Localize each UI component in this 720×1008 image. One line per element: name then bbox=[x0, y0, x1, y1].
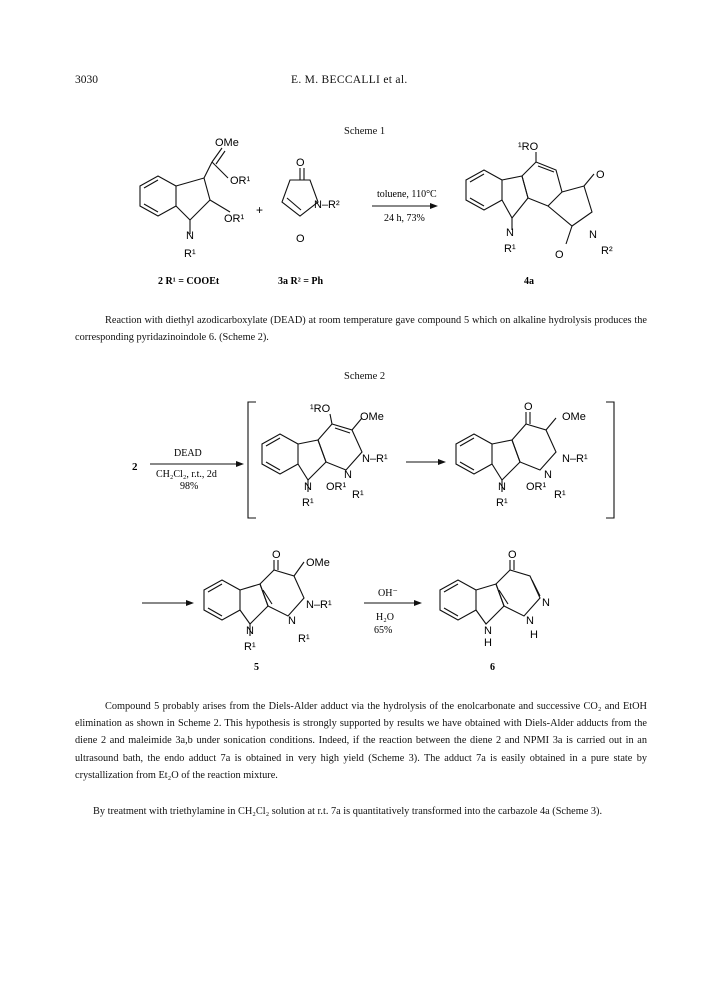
label-compound-3a: 3a R² = Ph bbox=[278, 276, 324, 287]
label-compound-5: 5 bbox=[254, 662, 259, 673]
intermediate-b-structure bbox=[456, 412, 556, 492]
scheme2-start-compound: 2 bbox=[132, 461, 138, 473]
atom-n-b: N bbox=[544, 469, 552, 481]
atom-or1-b: OR¹ bbox=[224, 213, 245, 225]
paragraph-1: Reaction with diethyl azodicarboxylate (DEAD) at room temperature gave compound 5 which on alkaline hydrolysis produces the corresponding pyridazinoindole 6. (Scheme 2). bbox=[75, 315, 647, 344]
atom-n-r1-5: N–R¹ bbox=[306, 599, 332, 611]
atom-n-6a: N bbox=[542, 597, 550, 609]
atom-or1-b: OR¹ bbox=[526, 481, 547, 493]
atom-o-5: O bbox=[272, 549, 281, 561]
paragraph-3: By treatment with triethylamine in CH₂Cl₂ solution at r.t. 7a is quantitatively transformed into the carbazole 4a (Scheme 3). bbox=[93, 806, 603, 817]
atom-ome-a: OMe bbox=[360, 411, 384, 423]
scheme2-reagent: DEAD bbox=[174, 448, 202, 459]
atom-r2-4a: R² bbox=[601, 245, 613, 257]
atom-r1-a2: R¹ bbox=[352, 489, 364, 501]
atom-r1-b: R¹ bbox=[496, 497, 508, 509]
atom-ome-5: OMe bbox=[306, 557, 330, 569]
paragraph-2: Compound 5 probably arises from the Diels-Alder adduct via the hydrolysis of the enolcarbonate and successive CO₂ and EtOH elimination as shown in Scheme 2. This hypothesis is strongly supported by results we have obtained with Diels-Alder adducts from the diene 2 and maleimide 3a,b under sonication conditions. Indeed, if the reaction between the diene 2 and NPMI 3a is carried out in an ultrasound bath, the endo adduct 7a is obtained in very high yield (Scheme 3). The adduct 7a is easily obtained in a pure state by crystallization from Et₂O of the reaction mixture. bbox=[75, 701, 647, 781]
atom-n-6-indole: N bbox=[484, 625, 492, 637]
atom-o-b: O bbox=[524, 401, 533, 413]
label-compound-2: 2 R¹ = COOEt bbox=[158, 276, 220, 287]
plus-sign: + bbox=[256, 203, 264, 217]
scheme1-conditions-bottom: 24 h, 73% bbox=[384, 213, 425, 224]
atom-r1-4a: R¹ bbox=[504, 243, 516, 255]
scheme2-yield1: 98% bbox=[180, 481, 199, 492]
atom-n: N bbox=[186, 230, 194, 242]
atom-n-a-indole: N bbox=[304, 481, 312, 493]
reaction-arrow-5-head bbox=[414, 600, 422, 606]
reaction-arrow-2-head bbox=[236, 461, 244, 467]
atom-r1-a: R¹ bbox=[302, 497, 314, 509]
reaction-arrow-4-head bbox=[186, 600, 194, 606]
atom-r1: R¹ bbox=[184, 248, 196, 260]
label-compound-4a: 4a bbox=[524, 276, 534, 287]
atom-o-4a-right: O bbox=[596, 169, 605, 181]
atom-n-a: N bbox=[344, 469, 352, 481]
page-number: 3030 bbox=[75, 74, 98, 86]
atom-n-r1-a: N–R¹ bbox=[362, 453, 388, 465]
scheme2-yield2: 65% bbox=[374, 625, 393, 636]
atom-o-bottom: O bbox=[296, 233, 305, 245]
atom-ome: OMe bbox=[215, 137, 239, 149]
running-head: E. M. BECCALLI et al. bbox=[291, 74, 408, 86]
compound-2-structure bbox=[140, 148, 230, 234]
reaction-arrow-1-head bbox=[430, 203, 438, 209]
atom-n-r2: N–R² bbox=[314, 199, 340, 211]
scheme2-conditions: CH₂Cl₂, r.t., 2d bbox=[156, 469, 217, 480]
label-compound-6: 6 bbox=[490, 662, 495, 673]
scheme1-title: Scheme 1 bbox=[344, 126, 386, 137]
atom-ro1-a: ¹RO bbox=[310, 403, 331, 415]
scheme2-title: Scheme 2 bbox=[344, 371, 386, 382]
atom-ome-b: OMe bbox=[562, 411, 586, 423]
atom-n-6b: N bbox=[526, 615, 534, 627]
atom-o-top: O bbox=[296, 157, 305, 169]
atom-r1-b2: R¹ bbox=[554, 489, 566, 501]
scheme2-water: H₂O bbox=[376, 612, 394, 623]
bracket-left bbox=[248, 402, 256, 518]
bracket-right bbox=[606, 402, 614, 518]
atom-n-r1-b: N–R¹ bbox=[562, 453, 588, 465]
atom-r1-5: R¹ bbox=[244, 641, 256, 653]
compound-6-structure bbox=[440, 560, 540, 624]
atom-o-6: O bbox=[508, 549, 517, 561]
atom-ro1: ¹RO bbox=[518, 141, 539, 153]
carbazole-4a-structure bbox=[466, 152, 594, 244]
atom-n-b-indole: N bbox=[498, 481, 506, 493]
atom-n-4a-indole: N bbox=[506, 227, 514, 239]
reaction-arrow-3-head bbox=[438, 459, 446, 465]
atom-o-4a-bottom: O bbox=[555, 249, 564, 261]
atom-or1-a: OR¹ bbox=[326, 481, 347, 493]
scheme1-conditions-top: toluene, 110°C bbox=[377, 189, 437, 200]
maleimide-3a-structure bbox=[282, 168, 318, 216]
atom-r1-5b: R¹ bbox=[298, 633, 310, 645]
atom-n-5: N bbox=[288, 615, 296, 627]
atom-h-6-indole: H bbox=[484, 637, 492, 649]
scheme2-hydroxide: OH⁻ bbox=[378, 588, 398, 599]
atom-h-6b: H bbox=[530, 629, 538, 641]
atom-n-4a: N bbox=[589, 229, 597, 241]
atom-or1: OR¹ bbox=[230, 175, 251, 187]
atom-n-5-indole: N bbox=[246, 625, 254, 637]
